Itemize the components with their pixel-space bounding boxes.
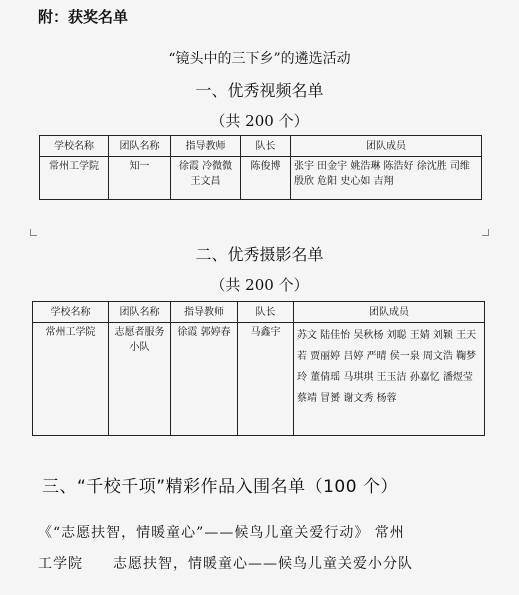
header-school: 学校名称 [40,136,109,157]
table-row [40,157,482,200]
cell-team: 知一 [109,157,171,200]
table-header-row [33,302,485,323]
section2-count: （共 200 个） [210,276,309,294]
cell-members: 苏文 陆佳怡 吴秋杨 刘聪 王婧 刘颖 王天若 贾丽婷 吕婷 严晴 侯一泉 周文浩 鞠梦玲 董倩瑶 马琪琪 王玉洁 孙嘉忆 潘煜莹 蔡靖 冒赟 谢文秀 杨蓉 [294,323,485,436]
cell-members: 张宇 田金宇 姚浩琳 陈浩好 徐沈胜 司维 殷欣 危阳 史心如 吉翔 [291,157,482,200]
header-members: 团队成员 [294,302,485,323]
table-row [33,323,485,436]
section1-heading: 一、优秀视频名单 [195,81,324,100]
photo-winners-table [32,301,485,436]
table-header-row [40,136,482,157]
header-teacher: 指导教师 [171,302,238,323]
section3-entry-line2: 工学院 志愿扶智，情暖童心——候鸟儿童关爱小分队 [38,556,413,572]
cell-teachers: 徐霞 郭婷春 [171,323,238,436]
section1-count: （共 200 个） [210,112,309,130]
cell-teachers: 徐霞 冷微微 王文昌 [171,157,241,200]
cell-school: 常州工学院 [40,157,109,200]
header-team: 团队名称 [109,302,171,323]
page-corner-mark [482,229,489,236]
header-school: 学校名称 [33,302,109,323]
page-corner-mark [30,229,37,236]
cell-leader: 陈俊博 [241,157,291,200]
event-title: “镜头中的三下乡”的遴选活动 [168,51,351,67]
header-teacher: 指导教师 [171,136,241,157]
section3-heading: 三、“千校千项”精彩作品入围名单（100 个） [42,477,398,497]
attachment-label: 附：获奖名单 [38,8,129,26]
cell-school: 常州工学院 [33,323,109,436]
video-winners-table [39,135,482,200]
header-members: 团队成员 [291,136,482,157]
section3-entry-line1: 《“志愿扶智，情暖童心”——候鸟儿童关爱行动》 常州 [38,525,405,541]
header-leader: 队长 [241,136,291,157]
section2-heading: 二、优秀摄影名单 [195,245,324,264]
header-leader: 队长 [238,302,294,323]
header-team: 团队名称 [109,136,171,157]
cell-team: 志愿者服务小队 [109,323,171,436]
cell-leader: 马鑫宇 [238,323,294,436]
